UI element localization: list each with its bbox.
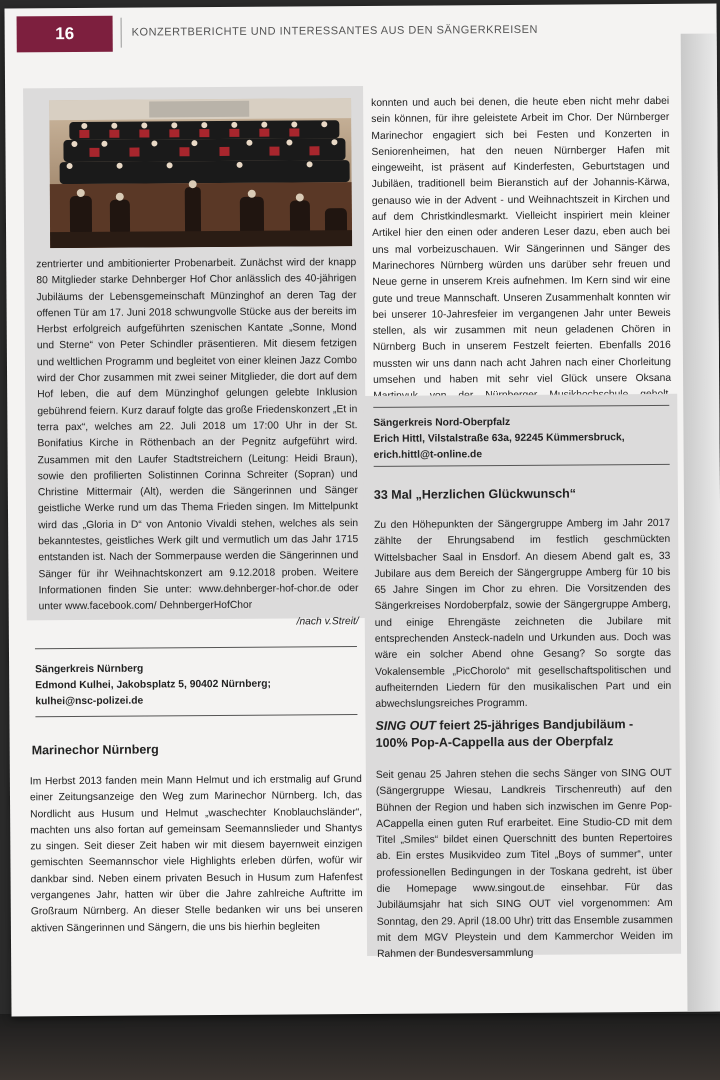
choir-concert-photo: [49, 98, 352, 248]
background-table: [0, 1014, 720, 1080]
article-glueckwunsch-text: Zu den Höhepunkten der Sängergruppe Amberg im Jahr 2017 zählte der Ehrungsabend im festlich geschmückten Wittelsbacher Saal in Ensdorf. An diesem Abend galt es, 33 Jubilare aus dem Bereich der Sängergruppe Amberg für 10 bis 65 Jahre Singen im Chor zu ehren. Die Vorsitzenden des Sängerkreises Nordoberpfalz, sowie der Sängergruppe Amberg, und einige Ehrengäste zeichneten die Jubilare mit entsprechenden Ansteck-nadeln und Urkunden aus. Doch was wäre ein solcher Abend ohne Gesang? So sorgte das Vokalensemble „PicChorolo“ mit gesellschaftspolitischen und aufheiternden Liedern für den musikalischen Part und ein abwechslungsreiches Programm.: [374, 517, 672, 711]
divider: [35, 714, 357, 717]
article-marinechor-continued: konnten und auch bei denen, die heute eben nicht mehr dabei sein können, für ihre geleistete Arbeit im Chor. Der Nürnberger Marinechor engagiert sich bei Festen und Konzerten in Seniorenheimen, hat den neuen Nürnberger Hafen mit eingeweiht, ist präsent auf Kinderfesten, Geburtstagen und Jubiläen, traditionell beim Bieranstich auf der Johannis-Kärwa, genauso wie in der Advent - und Weihnachtszeit in Kirchen und auf dem Christkindlesmarkt. Vielleicht inspiriert mein kleiner Artikel hier den einen oder anderen Leser dazu, eben auch bei uns mal vorbeizuschauen. Wir Sängerinnen und Sänger des Marinechores Nürnberg würden uns darüber sehr freuen und Neue gerne in unserem Kreis aufnehmen. Im Kern sind wir eine gute und treue Mannschaft. Unseren Zusammenhalt konnten wir bei unserer 10-Jahresfeier im vergangenen Jahr unter Beweis stellen, als wir zusammen mit neun geladenen Chören in Nürnberg Buch in unserem Festzelt feierten. Ebenfalls 2016 mussten wir uns dann nach acht Jahren nach einer Chorleitung umsehen und haben mit sehr viel Glück unsere Oksana: [371, 94, 671, 438]
running-header: KONZERTBERICHTE UND INTERESSANTES AUS DEN SÄNGERKREISEN: [121, 14, 702, 48]
article-sing-out-text: Seit genau 25 Jahren stehen die sechs Sänger von SING OUT (Sängergruppe Wiesau, Landkreis Tirschenreuth) auf den Bühnen der Region und haben sich inzwischen im Genre Pop-ACappella einen guten Ruf erarbeitet. Eine Studio-CD mit dem Titel „Smiles“ bildet einen Querschnitt des bunten Repertoires ab. Ein erstes Musikvideo zum Titel „Boys of summer“, unter professionellen Bedingungen in der Toskana gedreht, ist über die Homepage www.singout.de einsehbar. Für das Jubiläumsjahr hat sich SING OUT viel vorgenommen: Am Sonntag, den 29. April (18.00 Uhr) tritt das Ensemble zusammen mit dem MGV Pleystein und dem Kammerchor Weiden im Rahmen der Bundesversammlung: [375, 767, 674, 961]
article-dehnberger-signature: /nach v.Streit/: [296, 615, 359, 628]
contact-block-nord-oberpfalz: [373, 414, 669, 464]
article-title-marinechor: Marinechor Nürnberg: [31, 742, 159, 758]
title-line-2: 100% Pop-A-Cappella aus der Oberpfalz: [375, 734, 614, 750]
contact-email: erich.hittl@t-online.de: [373, 449, 483, 461]
article-marinechor-text: Im Herbst 2013 fanden mein Mann Helmut und ich erstmalig auf Grund einer Zeitungsanzeige den Weg zum Marinechor Nürnberg. Ich, das Nordlicht aus Husum und Helmut „waschechter Knoblauchsländer“, machten uns also fortan auf gemeinsam Seemannslieder und Shantys zu singen. Seit dieser Zeit haben wir mit diesem bayernweit einzigen gemischten Seemannschor viele Highlights erleben dürfen, wofür wir dankbar sind. Neben einem privaten Besuch in Husum zum Hafenfest vergangenes Jahr, hatten wir über die Jahre zahlreiche Auftritte im Großraum Nürnberg. An dieser Stelle bedanken wir uns bei unseren aktiven Sängerinnen und Sängern, die uns bis hierhin begleiten: [29, 774, 363, 935]
divider: [35, 646, 357, 649]
contact-region: Sängerkreis Nürnberg: [35, 663, 144, 676]
title-line-1: feiert 25-jähriges Bandjubiläum -: [435, 717, 634, 733]
page-number: 16: [17, 16, 113, 53]
contact-address: Erich Hittl, Vilstalstraße 63a, 92245 Kümmersbruck,: [373, 432, 625, 445]
contact-address: Edmond Kulhei, Jakobsplatz 5, 90402 Nürnberg;: [35, 678, 272, 692]
article-dehnberger-text: zentrierter und ambitionierter Probenarbeit. Zunächst wird der knapp 80 Mitglieder starke Dehnberger Hof Chor anlässlich des 40-jährigen Jubiläums der Lebensgemeinschaft Münzinghof an deren Tag der offenen Tür am 17. Juni 2018 schwungvolle Stücke aus der bereits im Herbst erfolgreich aufgeführten szenischen Kantate „Sonne, Mond und Sterne“ von Peter Schindler präsentieren. Mit diesem fetzigen und weltlichen Programm und begleitet von einer kleinen Jazz Combo wird der Chor zusammen mit zwei seiner Mitglieder, die dort auf dem Hof leben, die auf dem Münzinghof gelungen gelebte Inklusion gebührend feiern. Kurz darauf folgte das große Friedenskonzert „Et in terra pax“, welches am 22. Juli 2018 um 17:00 Uhr in der St. Bonifatius Kirche in Röthenbach an der Pegnitz aufgeführt wird. Zusammen mit den Laufer Stadtstreichern (Leitung: Heidi Braun), sowie den profilierten Solistinnen Corinna Schreiter (Sopran) und Christine Mittermair (Alt), werden die Sängerinnen und Sänger geistliche Werke rund um das Thema Frieden singen. Im Mittelpunkt wird das „Gloria in D“ von Antonio Vivaldi stehen, welches als sein bekanntestes, geistliches Werk gilt und vermutlich um das Jahr 1715 entstanden ist. Nach der Sommerpause werden die Sängerinnen und Sänger für ihr Weihnachtskonzert am 9.12.2018 proben. Weitere Informationen finden Sie unter: www.dehnberger-hof-chor.de oder unter www.facebook.com/ DehnbergerHofChor /nach v.Streit/: [36, 255, 359, 632]
contact-block-nuernberg: [35, 660, 357, 710]
next-page-edge: [681, 34, 720, 1014]
magazine-page: [4, 4, 720, 1017]
article-title-sing-out: [375, 716, 675, 752]
contact-region: Sängerkreis Nord-Oberpfalz: [373, 416, 511, 429]
article-title-glueckwunsch: 33 Mal „Herzlichen Glückwunsch“: [373, 486, 577, 502]
contact-email: kulhei@nsc-polizei.de: [35, 695, 144, 708]
band-name: SING OUT: [375, 718, 436, 733]
